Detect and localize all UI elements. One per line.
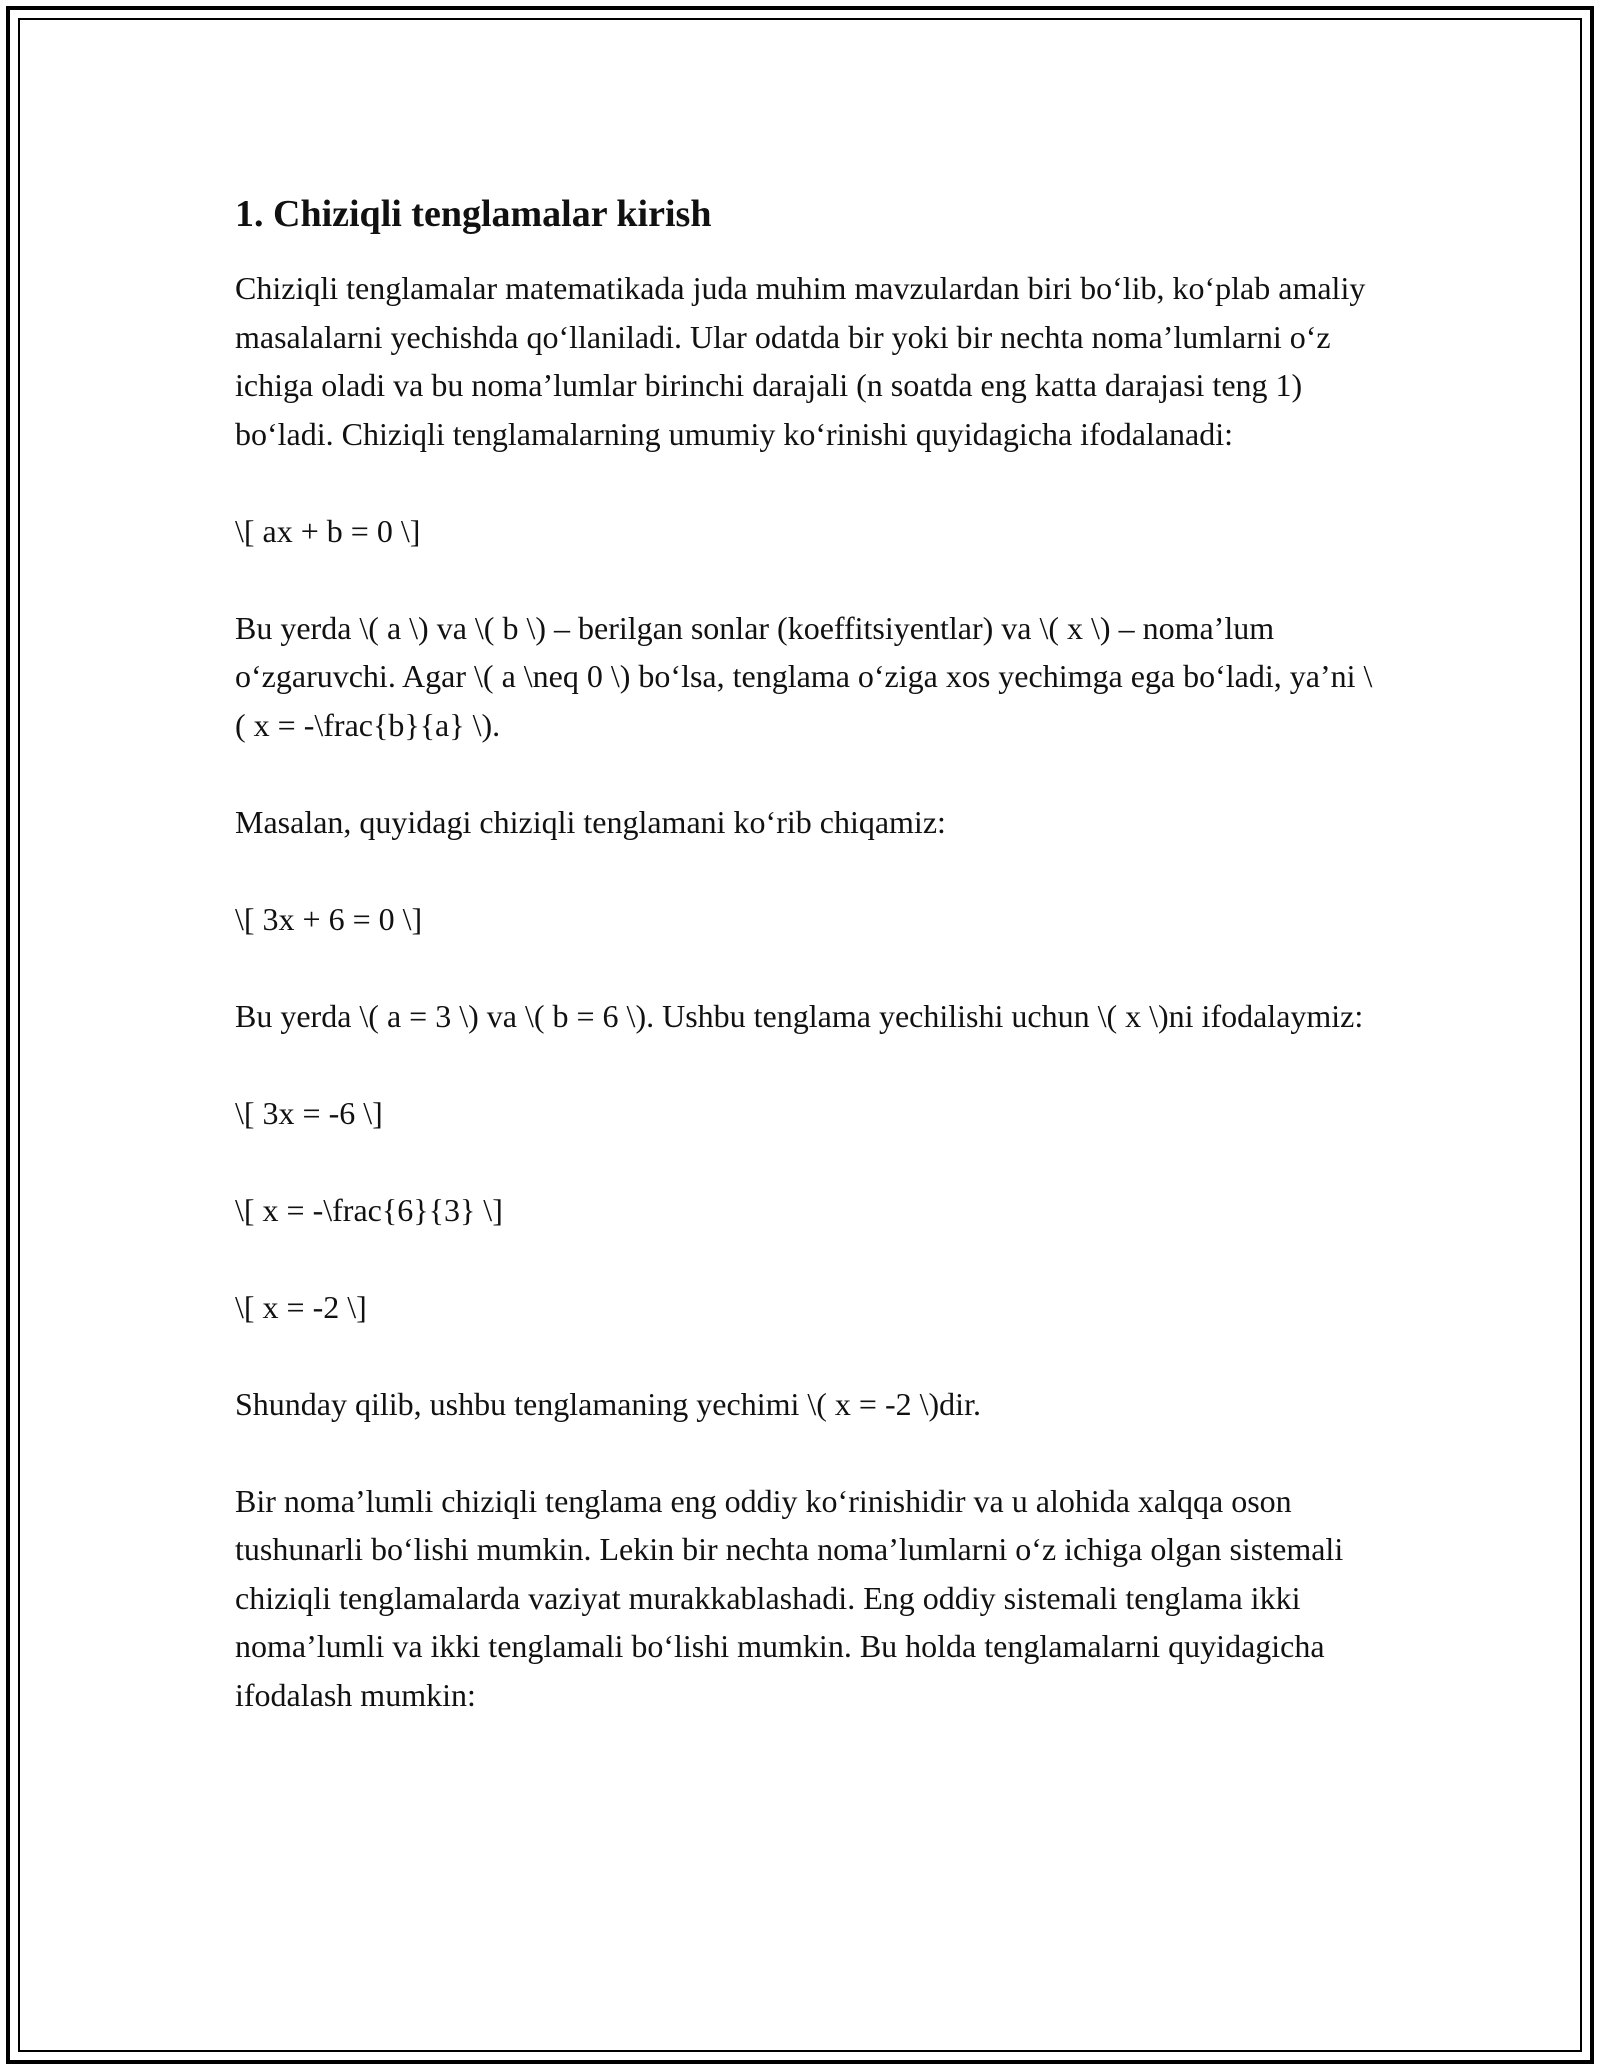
section-heading: 1. Chiziqli tenglamalar kirish (235, 193, 712, 235)
equation-general: \[ ax + b = 0 \] (235, 512, 421, 549)
equation-example: \[ 3x + 6 = 0 \] (235, 900, 423, 937)
document-body (235, 186, 1375, 1768)
equation-step-1: \[ 3x = -6 \] (235, 1094, 383, 1131)
equation-step-3: \[ x = -2 \] (235, 1288, 367, 1325)
paragraph-coefficients: Bu yerda \( a \) va \( b \) – berilgan sonlar (koeffitsiyentlar) va \( x \) – noma’lum o‘zgaruvchi. Agar \( a \neq 0 \) bo‘lsa, tenglama o‘ziga xos yechimga ega bo‘ladi, ya’ni \( x = -\frac{b}{a} \). (235, 609, 1373, 743)
paragraph-intro: Chiziqli tenglamalar matematikada juda muhim mavzulardan biri bo‘lib, ko‘plab amaliy masalalarni yechishda qo‘llaniladi. Ular odatda bir yoki bir nechta noma’lumlarni o‘z ichiga oladi va bu noma’lumlar birinchi darajali (n soatda eng katta darajasi teng 1) bo‘ladi. Chiziqli tenglamalarning umumiy ko‘rinishi quyidagicha ifodalanadi: (235, 270, 1366, 452)
paragraph-example-values: Bu yerda \( a = 3 \) va \( b = 6 \). Ushbu tenglama yechilishi uchun \( x \)ni ifodalaymiz: (235, 997, 1364, 1034)
paragraph-solution: Shunday qilib, ushbu tenglamaning yechimi \( x = -2 \)dir. (235, 1385, 981, 1422)
equation-step-2: \[ x = -\frac{6}{3} \] (235, 1191, 503, 1228)
paragraph-example-intro: Masalan, quyidagi chiziqli tenglamani ko‘rib chiqamiz: (235, 803, 946, 840)
paragraph-systems: Bir noma’lumli chiziqli tenglama eng oddiy ko‘rinishidir va u alohida xalqqa oson tushunarli bo‘lishi mumkin. Lekin bir nechta noma’lumlarni o‘z ichiga olgan sistemali chiziqli tenglamalarda vaziyat murakkablashadi. Eng oddiy sistemali tenglama ikki noma’lumli va ikki tenglamali bo‘lishi mumkin. Bu holda tenglamalarni quyidagicha ifodalash mumkin: (235, 1482, 1344, 1713)
